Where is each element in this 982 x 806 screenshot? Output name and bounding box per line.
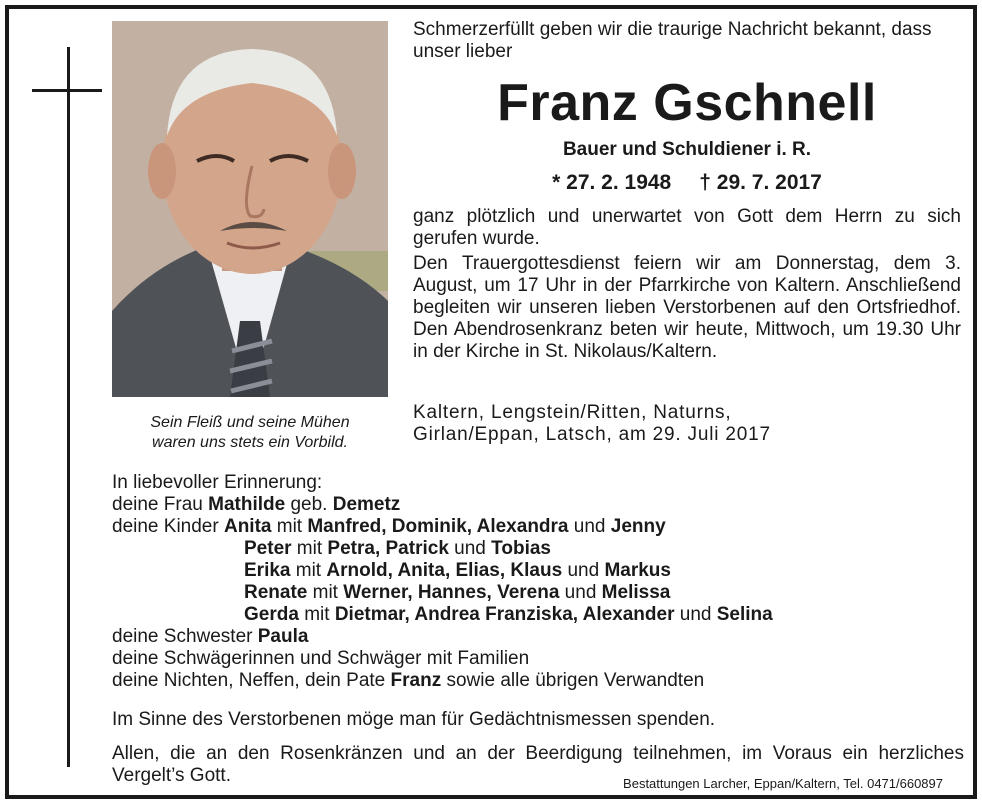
child-name: Anita xyxy=(223,516,272,537)
cross-horizontal-bar xyxy=(32,89,102,92)
donation-note: Im Sinne des Verstorbenen möge man für Gedächtnismessen spenden. xyxy=(112,709,716,730)
obituary-frame xyxy=(5,5,977,799)
wife-maiden-name: Demetz xyxy=(332,494,401,515)
wife-geb: geb. xyxy=(285,494,333,515)
funeral-details-paragraph: Den Trauergottesdienst feiern wir am Donnerstag, dem 3. August, um 17 Uhr in der Pfarrkirche von Kaltern. Anschließend begleiten wir unseren lieben Verstorbenen auf den Ortsfriedhof. Den Abendrosenkranz beten wir heute, Mittwoch, um 19.30 Uhr in der Kirche in St. Nikolaus/Kaltern. xyxy=(413,253,961,362)
child-family: Petra, Patrick xyxy=(327,538,449,559)
connector: mit xyxy=(271,516,308,537)
family-child-5 xyxy=(112,604,932,626)
sister-name: Paula xyxy=(257,626,309,647)
family-child-3 xyxy=(112,560,932,582)
family-child-2 xyxy=(112,538,932,560)
portrait-photo xyxy=(112,21,388,397)
family-list xyxy=(112,472,932,692)
family-inlaws: deine Schwägerinnen und Schwäger mit Familien xyxy=(112,648,530,669)
connector: und xyxy=(559,582,602,603)
connector: mit xyxy=(291,538,328,559)
child-name: Gerda xyxy=(244,604,299,625)
child-name: Renate xyxy=(244,582,308,603)
connector: und xyxy=(562,560,605,581)
family-child-1 xyxy=(112,516,932,538)
child-family-last: Markus xyxy=(604,560,671,581)
child-family: Werner, Hannes, Verena xyxy=(343,582,560,603)
death-date: † 29. 7. 2017 xyxy=(699,171,822,194)
child-family: Dietmar, Andrea Franziska, Alexander xyxy=(334,604,675,625)
deceased-occupation: Bauer und Schuldiener i. R. xyxy=(562,139,812,160)
undertaker-contact: Bestattungen Larcher, Eppan/Kaltern, Tel. 0471/660897 xyxy=(623,776,943,791)
relatives-prefix: deine Nichten, Neffen, dein Pate xyxy=(112,670,391,691)
child-family-last: Jenny xyxy=(610,516,666,537)
birth-date: * 27. 2. 1948 xyxy=(552,171,672,194)
connector: mit xyxy=(307,582,344,603)
caption-line-2: waren uns stets ein Vorbild. xyxy=(152,434,348,451)
caption-line-1: Sein Fleiß und seine Mühen xyxy=(150,414,350,431)
godchild-name: Franz xyxy=(390,670,442,691)
cross-vertical-bar xyxy=(67,47,70,767)
place-and-date xyxy=(413,402,961,446)
connector: und xyxy=(568,516,611,537)
family-heading: In liebevoller Erinnerung: xyxy=(112,472,323,493)
child-name: Erika xyxy=(244,560,291,581)
thanks-note: Allen, die an den Rosenkränzen und an der Beerdigung teilnehmen, im Voraus ein herzliches Vergelt’s Gott. xyxy=(112,743,964,786)
child-family-last: Selina xyxy=(716,604,773,625)
connector: mit xyxy=(298,604,335,625)
child-family-last: Tobias xyxy=(491,538,551,559)
wife-prefix: deine Frau xyxy=(112,494,209,515)
child-name: Peter xyxy=(244,538,292,559)
life-dates xyxy=(413,170,961,196)
intro-text: Schmerzerfüllt geben wir die traurige Nachricht bekannt, dass unser lieber xyxy=(413,19,932,62)
wife-name: Mathilde xyxy=(208,494,286,515)
death-notice-paragraph: ganz plötzlich und unerwartet von Gott dem Herrn zu sich gerufen wurde. xyxy=(413,206,961,249)
child-family-last: Melissa xyxy=(601,582,671,603)
child-family: Arnold, Anita, Elias, Klaus xyxy=(326,560,563,581)
connector: und xyxy=(448,538,492,559)
place-line-2: Girlan/Eppan, Latsch, am 29. Juli 2017 xyxy=(413,424,771,445)
family-relatives xyxy=(112,670,932,692)
relatives-suffix: sowie alle übrigen Verwandten xyxy=(441,670,705,691)
family-child-4 xyxy=(112,582,932,604)
place-line-1: Kaltern, Lengstein/Ritten, Naturns, xyxy=(413,402,732,423)
connector: und xyxy=(674,604,717,625)
connector: mit xyxy=(290,560,327,581)
family-sister xyxy=(112,626,932,648)
family-wife xyxy=(112,494,932,516)
child-family: Manfred, Dominik, Alexandra xyxy=(307,516,569,537)
sister-prefix: deine Schwester xyxy=(112,626,258,647)
photo-caption xyxy=(112,413,388,453)
portrait-illustration xyxy=(112,21,388,397)
children-prefix: deine Kinder xyxy=(112,516,224,537)
deceased-name: Franz Gschnell xyxy=(497,74,877,132)
